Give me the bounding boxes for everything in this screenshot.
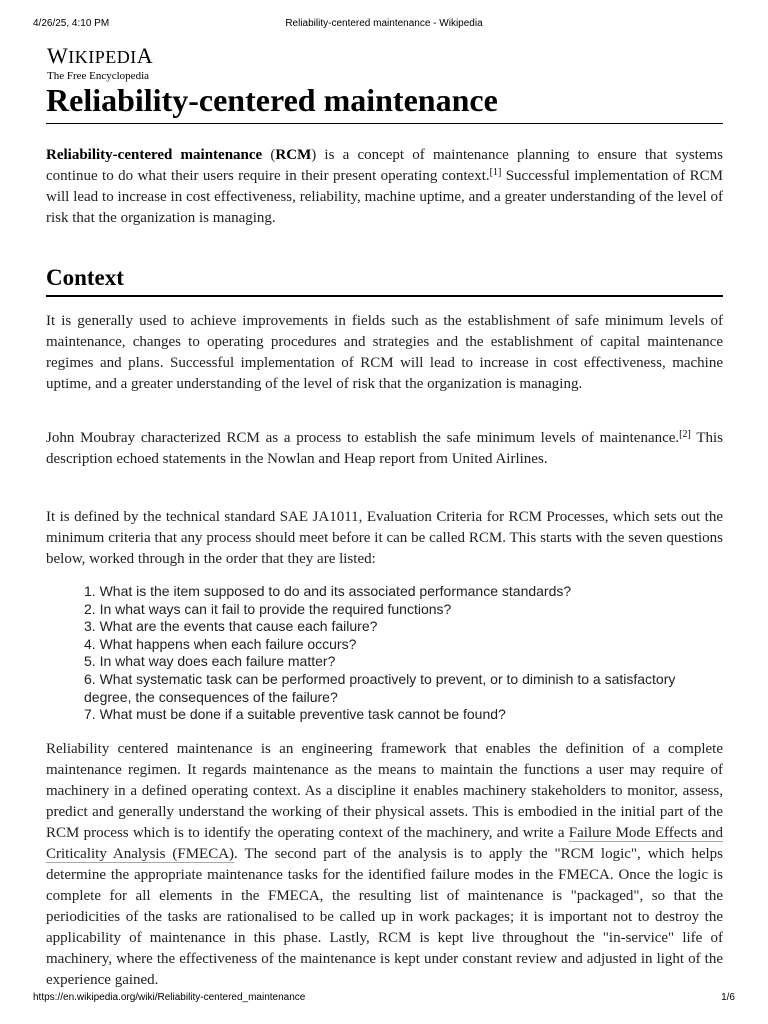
context-paragraph-3-block [46, 507, 723, 570]
wikipedia-wordmark: WIKIPEDIA [47, 43, 154, 68]
list-item: 4. What happens when each failure occurs? [84, 635, 357, 652]
list-item: 5. In what way does each failure matter? [84, 653, 336, 670]
reference-1[interactable]: [1] [489, 167, 502, 178]
page-title: Reliability-centered maintenance [46, 82, 498, 118]
print-header [33, 18, 735, 32]
section-heading-context: Context [46, 265, 124, 290]
reference-2[interactable]: [2] [679, 429, 691, 440]
context-paragraph-4-block [46, 739, 723, 991]
title-divider [46, 123, 723, 124]
print-page-number: 1/6 [721, 992, 735, 1003]
print-page-title: Reliability-centered maintenance - Wikipedia [285, 18, 483, 29]
list-item: 2. In what ways can it fail to provide the required functions? [84, 600, 452, 617]
print-datetime: 4/26/25, 4:10 PM [33, 18, 110, 29]
context-paragraph-4: Reliability centered maintenance is an engineering framework that enables the definition of a complete maintenance regimen. It regards maintenance as the means to maintain the functions a user may require of machinery in a defined operating context. As a discipline it enables machinery stakeholders to monitor, assess, predict and generally understand the working of their physical assets. This is embodied in the initial part of the RCM process which is to identify the operating context of the machinery, and write a Failure Mode Effects and Criticality Analysis (FMECA). The second part of the analysis is to apply the "RCM logic", which helps determine the appropriate maintenance tasks for the identified failure modes in the FMECA. Once the logic is complete for all elements in the FMECA, the resulting list of maintenance is "packaged", so that the periodicities of the tasks are rationalised to be called up in work packages; it is important not to destroy the applicability of maintenance in this phase. Lastly, RCM is kept live throughout the "in-service" life of machinery, where the effectiveness of the maintenance is kept under constant review and adjusted in light of the experience gained. [46, 741, 724, 988]
list-item: 1. What is the item supposed to do and its associated performance standards? [84, 583, 572, 599]
list-item: 3. What are the events that cause each failure? [84, 618, 378, 635]
context-paragraph-3: It is defined by the technical standard SAE JA1011, Evaluation Criteria for RCM Processes, which sets out the minimum criteria that any process should meet before it can be called RCM. This starts with the seven questions below, worked through in the order that they are listed: [46, 509, 723, 567]
fmeca-link[interactable]: Failure Mode Effects and Criticality Analysis (FMECA) [46, 825, 724, 862]
bold-term: Reliability-centered maintenance [46, 147, 263, 163]
wikipedia-logo[interactable] [47, 44, 153, 82]
list-item: 7. What must be done if a suitable preventive task cannot be found? [84, 706, 506, 723]
list-item: 6. What systematic task can be performed proactively to prevent, or to diminish to a satisfactory degree, the consequences of the failure? [84, 670, 676, 705]
intro-section [46, 145, 723, 229]
context-paragraph-1: It is generally used to achieve improvements in fields such as the establishment of safe minimum levels of maintenance, changes to operating procedures and strategies and the establishment of capital maintenance regimes and plans. Successful implementation of RCM will lead to increase in cost effectiveness, machine uptime, and a greater understanding of the level of risk that the organization is managing. [46, 313, 723, 392]
print-url: https://en.wikipedia.org/wiki/Reliability-centered_maintenance [33, 992, 306, 1003]
rcm-questions-list [84, 583, 724, 724]
section-divider [46, 295, 723, 297]
print-footer [33, 992, 735, 1006]
bold-abbr: RCM [275, 147, 312, 163]
context-paragraph-2-block [46, 428, 723, 470]
intro-paragraph: Reliability-centered maintenance (RCM) is a concept of maintenance planning to ensure that systems continue to do what their users require in their present operating context.[1] Successful implementation of RCM will lead to increase in cost effectiveness, reliability, machine uptime, and a greater understanding of the level of risk that the organization is managing. [46, 147, 724, 226]
context-paragraph-1-block [46, 311, 723, 395]
context-paragraph-2: John Moubray characterized RCM as a process to establish the safe minimum levels of maintenance.[2] This description echoed statements in the Nowlan and Heap report from United Airlines. [46, 429, 723, 467]
wikipedia-tagline: The Free Encyclopedia [47, 70, 150, 82]
